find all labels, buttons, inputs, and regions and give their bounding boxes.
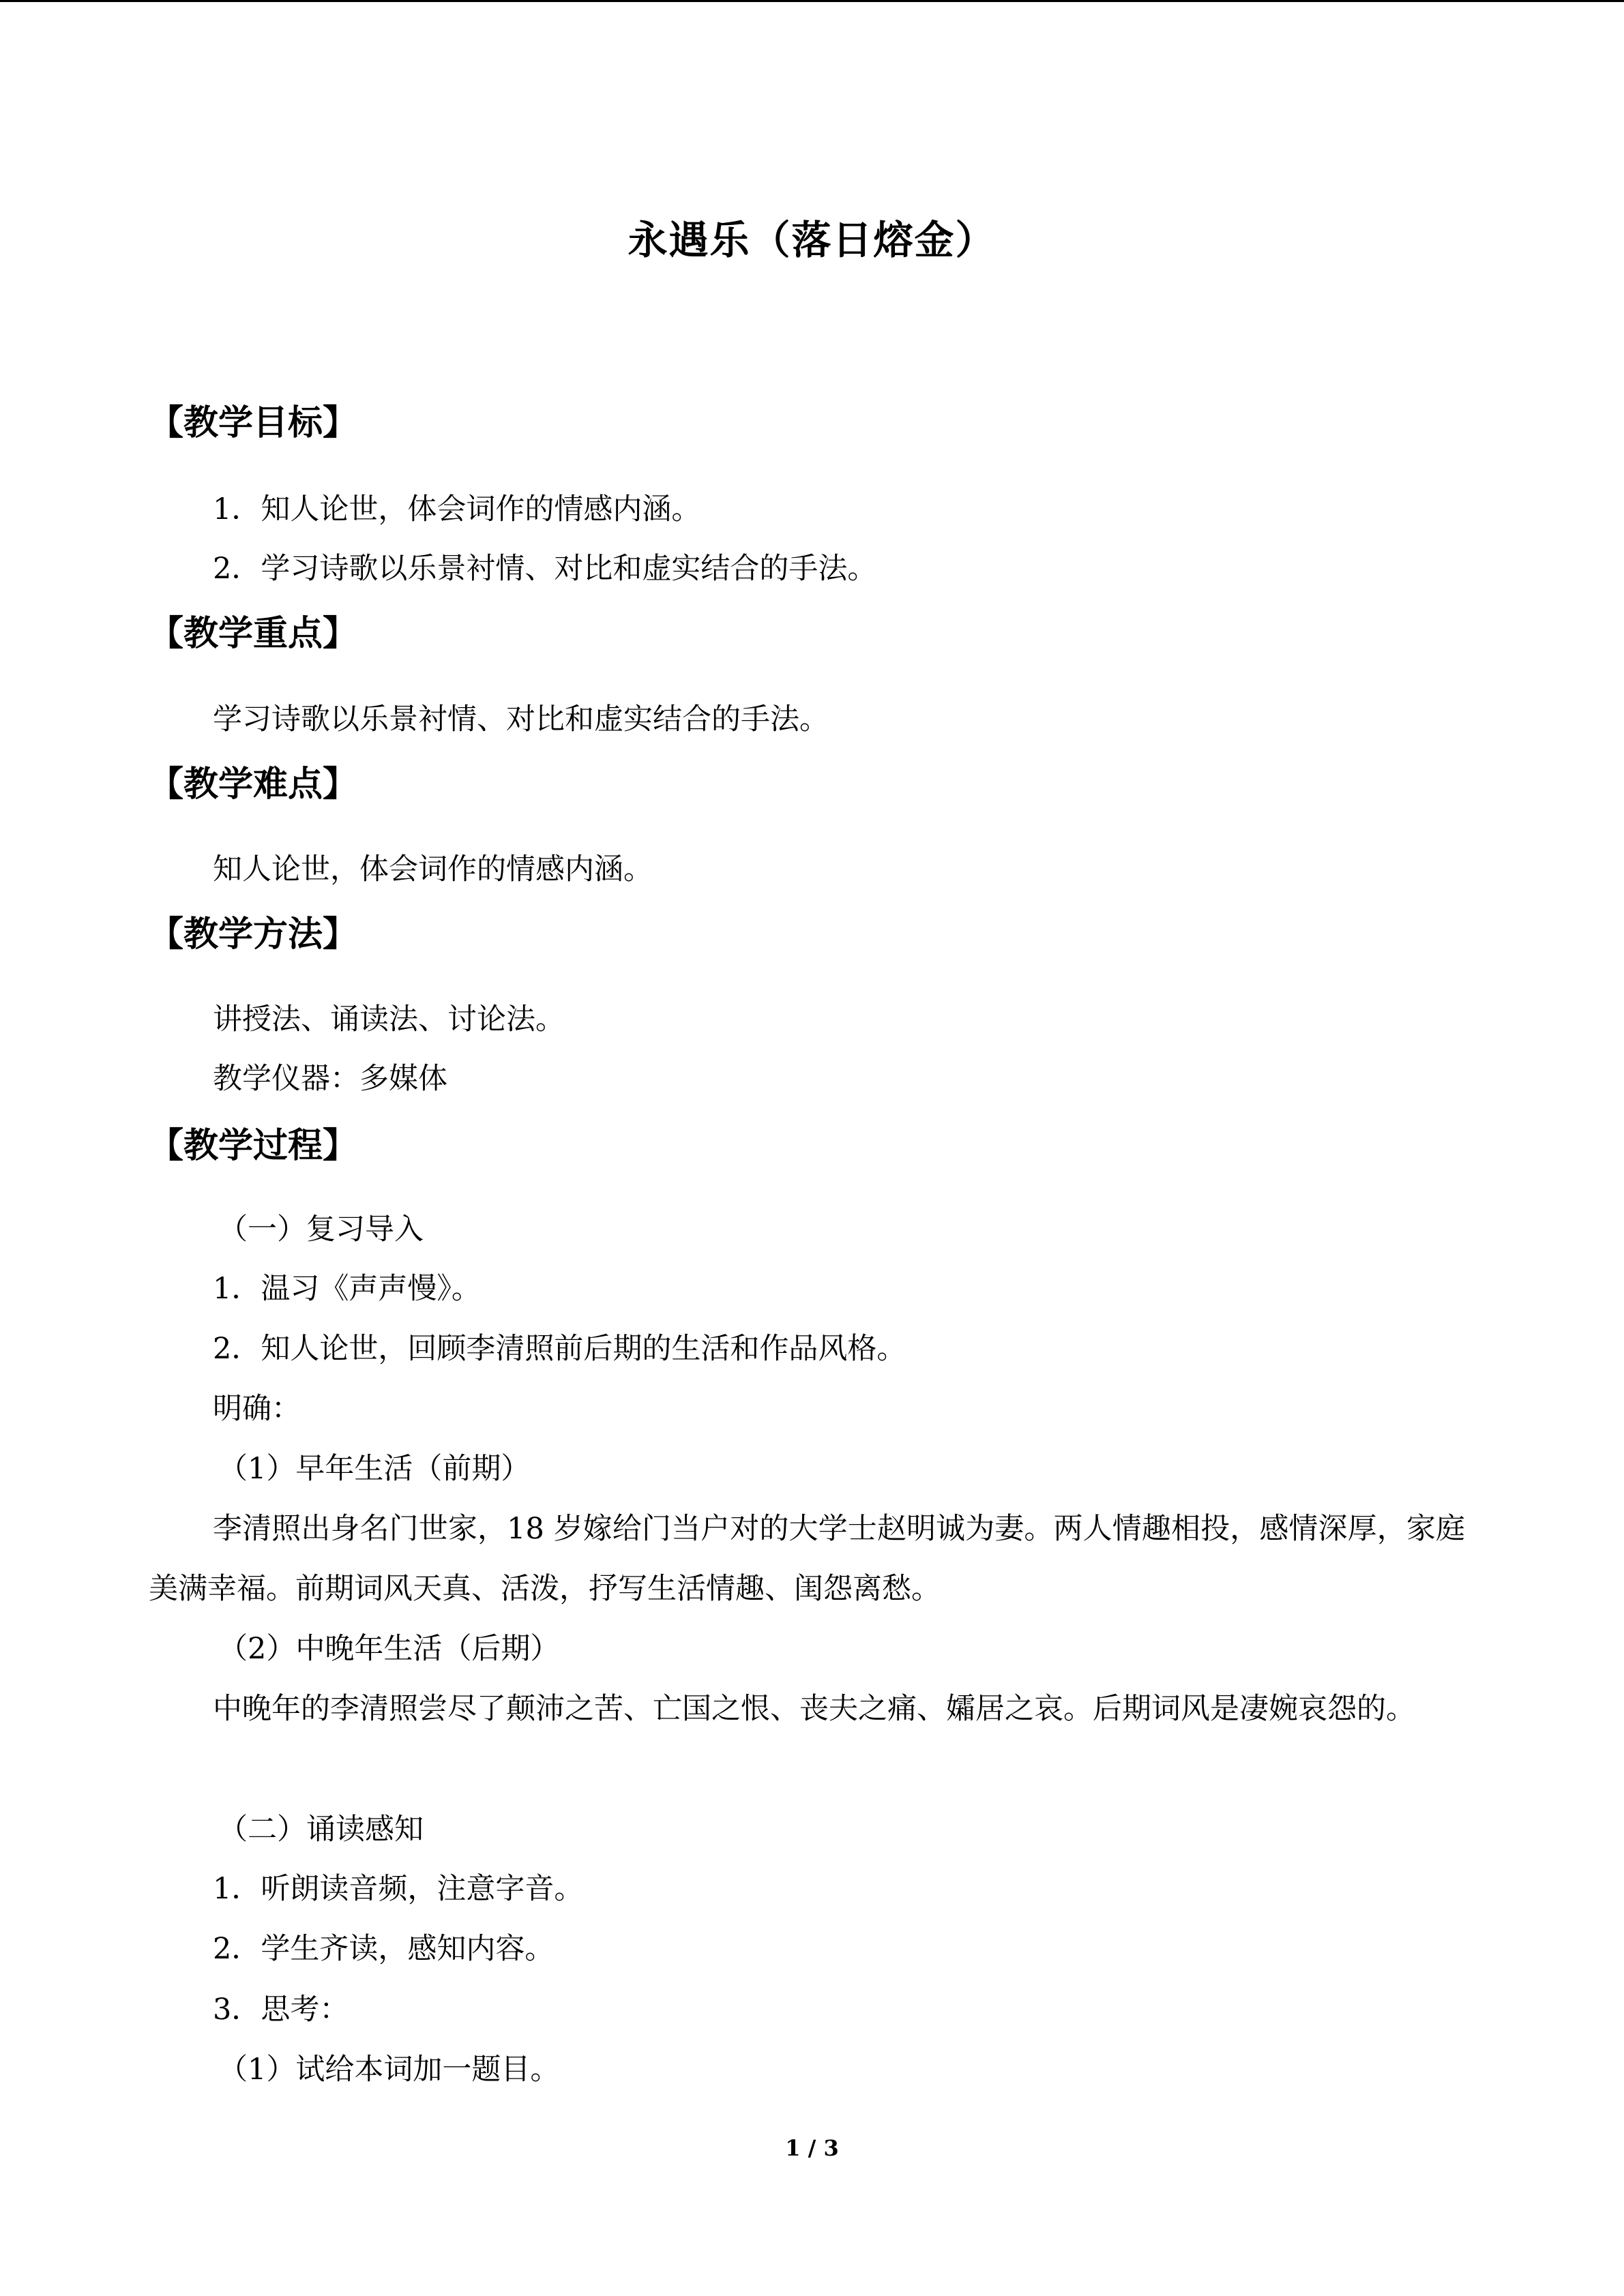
instruments-text: 教学仪器：多媒体 [213, 1062, 447, 1096]
heading-teaching-goals: 【教学目标】 [149, 402, 358, 443]
heading-key-points: 【教学重点】 [149, 613, 358, 654]
heading-process: 【教学过程】 [149, 1125, 358, 1166]
difficulties-text: 知人论世，体会词作的情感内涵。 [213, 852, 653, 886]
early-life-text: 李清照出身名门世家，18 岁嫁给门当户对的大学士赵明诚为妻。两人情趣相投，感情深厚，家庭美满幸福。前期词风天真、活泼，抒写生活情趣、闺怨离愁。 [149, 1512, 1465, 1606]
goal-item-2: 2．学习诗歌以乐景衬情、对比和虚实结合的手法。 [213, 552, 877, 586]
process-part1-title: （一）复习导入 [218, 1212, 424, 1247]
heading-difficulties: 【教学难点】 [149, 764, 358, 805]
document-title: 永遇乐（落日熔金） [628, 217, 996, 263]
reading-item-2: 2．学生齐读，感知内容。 [213, 1932, 555, 1966]
process-item-2: 2．知人论世，回顾李清照前后期的生活和作品风格。 [213, 1332, 906, 1366]
reading-item-1: 1．听朗读音频，注意字音。 [213, 1872, 584, 1906]
key-points-text: 学习诗歌以乐景衬情、对比和虚实结合的手法。 [213, 702, 829, 736]
methods-text: 讲授法、诵读法、讨论法。 [213, 1002, 565, 1037]
reading-item-3: 3．思考： [213, 1993, 349, 2027]
late-life-text: 中晚年的李清照尝尽了颠沛之苦、亡国之恨、丧夫之痛、孀居之哀。后期词风是凄婉哀怨的。 [213, 1692, 1415, 1726]
early-life-title: （1）早年生活（前期） [218, 1452, 531, 1486]
page-number: 1 / 3 [785, 2135, 839, 2161]
goal-item-1: 1．知人论世，体会词作的情感内涵。 [213, 492, 701, 526]
process-part2-title: （二）诵读感知 [218, 1813, 424, 1847]
process-item-1: 1．温习《声声慢》。 [213, 1272, 481, 1306]
heading-methods: 【教学方法】 [149, 914, 358, 955]
question-1: （1）试给本词加一题目。 [218, 2053, 560, 2087]
late-life-title: （2）中晚年生活（后期） [218, 1632, 560, 1666]
clarify-label: 明确： [213, 1392, 301, 1426]
